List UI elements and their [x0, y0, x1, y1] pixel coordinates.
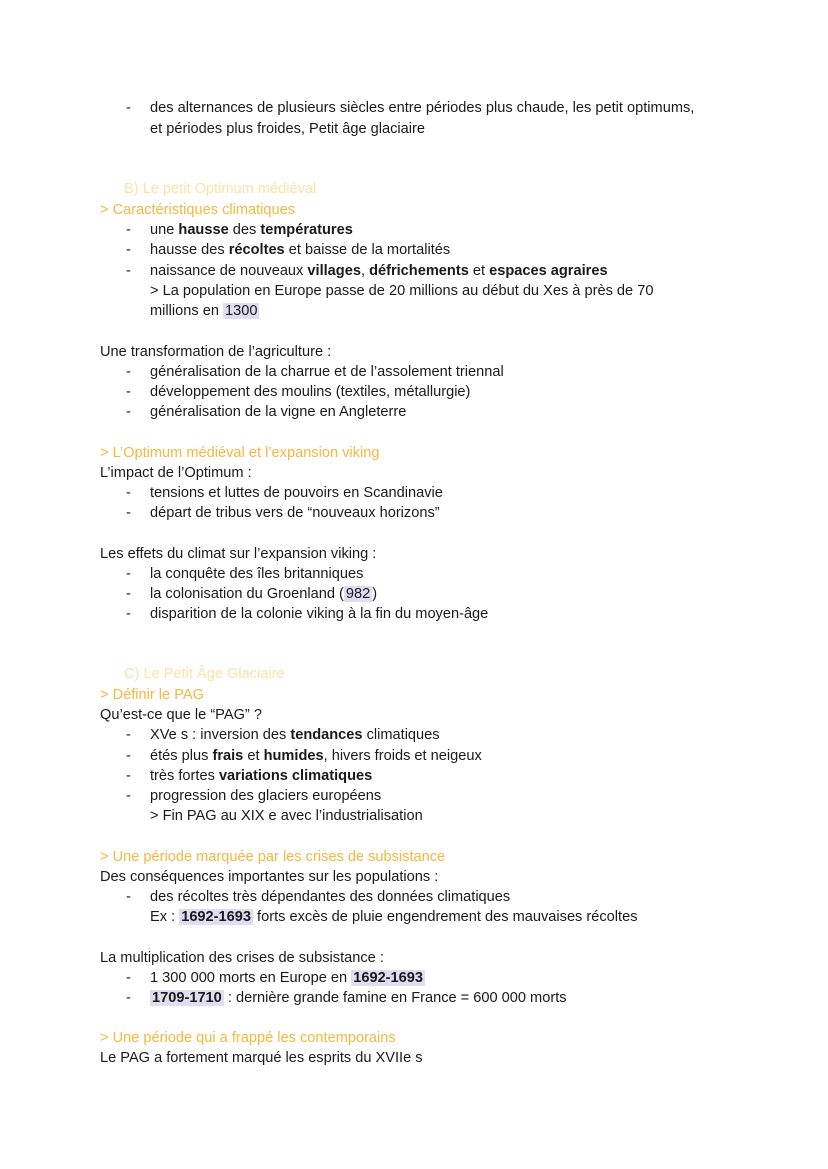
bullet-dash: - [126, 384, 131, 400]
date-highlight: 1692-1693 [181, 909, 251, 925]
bullet-dash: - [126, 404, 131, 420]
section-heading: B) Le petit Optimum médiéval [124, 181, 317, 197]
date-highlight: 1300 [225, 303, 258, 319]
bullet-text: naissance de nouveaux villages, défrichements et espaces agraires [150, 263, 608, 279]
sub-note: Ex : 1692-1693 forts excès de pluie engendrement des mauvaises récoltes [150, 909, 638, 925]
bullet-text: progression des glaciers européens [150, 788, 382, 804]
paragraph: Les effets du climat sur l’expansion viking : [100, 546, 377, 562]
bullet-dash: - [126, 586, 131, 602]
bullet-text-cont: et périodes plus froides, Petit âge glaciaire [150, 121, 426, 137]
date-highlight: 1709-1710 [152, 990, 222, 1006]
bullet-text: départ de tribus vers de “nouveaux horizons” [150, 505, 440, 521]
bullet-dash: - [126, 364, 131, 380]
subheading: > Une période qui a frappé les contemporains [100, 1030, 396, 1046]
subheading: > L’Optimum médiéval et l’expansion viking [100, 445, 380, 461]
paragraph: L’impact de l’Optimum : [100, 465, 252, 481]
subheading: > Caractéristiques climatiques [100, 202, 296, 218]
bullet-dash: - [126, 485, 131, 501]
subheading: > Une période marquée par les crises de subsistance [100, 849, 446, 865]
bullet-text: 1709-1710 : dernière grande famine en France = 600 000 morts [152, 990, 567, 1006]
bullet-dash: - [126, 990, 131, 1006]
date-highlight: 1692-1693 [353, 970, 424, 986]
bullet-text: une hausse des températures [150, 222, 353, 238]
bullet-text: étés plus frais et humides, hivers froids et neigeux [150, 748, 482, 764]
bullet-text: la conquête des îles britanniques [150, 566, 364, 582]
bullet-dash: - [126, 889, 131, 905]
sub-note-cont: millions en 1300 [150, 303, 258, 319]
bullet-dash: - [126, 606, 131, 622]
bullet-text: la colonisation du Groenland ( 982 ) [150, 586, 378, 602]
paragraph: Des conséquences importantes sur les populations : [100, 869, 439, 885]
bullet-dash: - [126, 566, 131, 582]
bullet-text: tensions et luttes de pouvoirs en Scandinavie [150, 485, 443, 501]
bullet-text: généralisation de la charrue et de l’assolement triennal [150, 364, 504, 380]
bullet-dash: - [126, 505, 131, 521]
sub-note: > Fin PAG au XIX e avec l’industrialisation [150, 808, 423, 824]
bullet-dash: - [126, 100, 131, 116]
paragraph: Une transformation de l’agriculture : [100, 344, 332, 360]
bullet-dash: - [126, 970, 131, 986]
bullet-dash: - [126, 242, 131, 258]
bullet-text: hausse des récoltes et baisse de la mortalités [150, 242, 451, 258]
bullet-text: XVe s : inversion des tendances climatiques [150, 727, 440, 743]
bullet-dash: - [126, 727, 131, 743]
bullet-text: disparition de la colonie viking à la fin du moyen-âge [150, 606, 489, 622]
date-highlight: 982 [345, 586, 371, 602]
bullet-text: très fortes variations climatiques [150, 768, 373, 784]
bullet-dash: - [126, 768, 131, 784]
bullet-text: des alternances de plusieurs siècles entre périodes plus chaude, les petit optimums, [150, 100, 695, 116]
bullet-dash: - [126, 748, 131, 764]
bullet-dash: - [126, 788, 131, 804]
bullet-dash: - [126, 263, 131, 279]
sub-note: > La population en Europe passe de 20 millions au début du Xes à près de 70 [150, 283, 654, 299]
bullet-text: des récoltes très dépendantes des données climatiques [150, 889, 511, 905]
paragraph: Qu’est-ce que le “PAG” ? [100, 707, 262, 723]
paragraph: La multiplication des crises de subsistance : [100, 950, 384, 966]
bullet-text: 1 300 000 morts en Europe en 1692-1693 [150, 970, 424, 986]
bullet-text: développement des moulins (textiles, métallurgie) [150, 384, 471, 400]
subheading: > Définir le PAG [100, 687, 204, 703]
bullet-dash: - [126, 222, 131, 238]
section-heading: C) Le Petit Âge Glaciaire [124, 666, 285, 682]
bullet-text: généralisation de la vigne en Angleterre [150, 404, 407, 420]
paragraph: Le PAG a fortement marqué les esprits du XVIIe s [100, 1050, 423, 1066]
